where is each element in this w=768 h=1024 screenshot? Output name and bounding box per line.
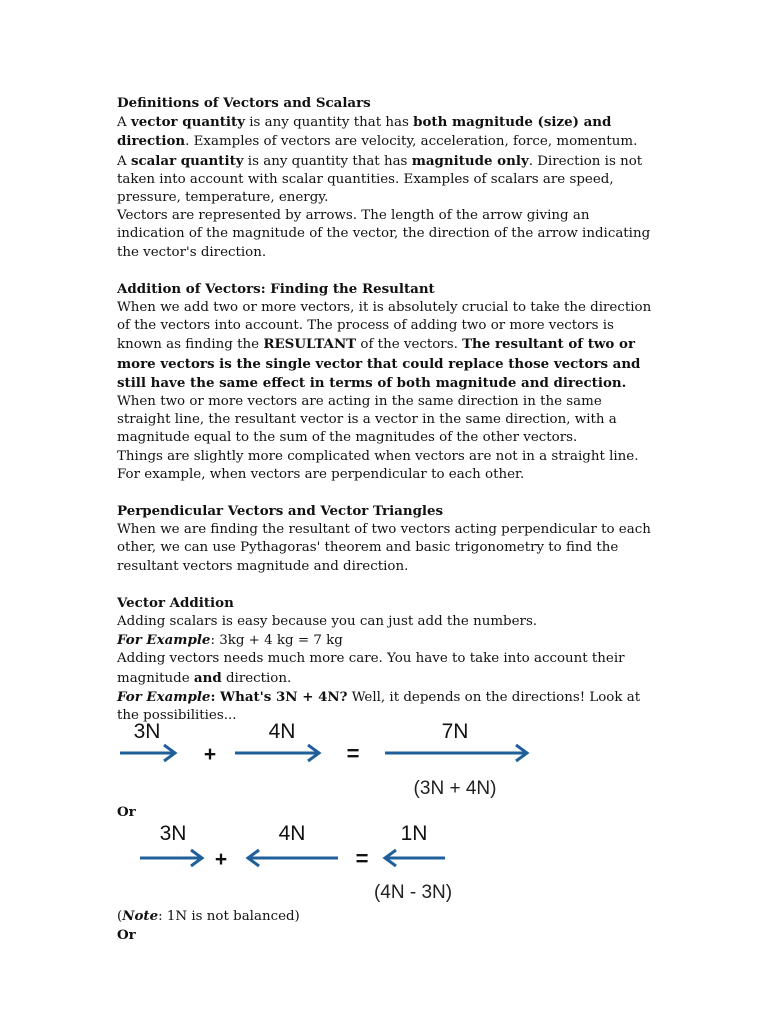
label-7n: 7N <box>441 720 469 743</box>
section-title-perpendicular: Perpendicular Vectors and Vector Triangles <box>117 503 444 520</box>
arrow-7n-right <box>385 745 527 761</box>
figure-same-direction-svg <box>105 712 545 802</box>
plus-sign: + <box>203 743 217 766</box>
section-title-addition: Addition of Vectors: Finding the Resultant <box>117 280 435 297</box>
arrow-1n-left <box>385 850 445 866</box>
paragraph-vector-definition: A vector quantity is any quantity that has both magnitude (size) and direction. Examples of vectors are velocity, acceleration, force, momentum. <box>117 114 638 150</box>
figure-same-direction <box>105 712 545 802</box>
paragraph-scalars-easy: Adding scalars is easy because you can just add the numbers. <box>117 614 538 630</box>
figure-opposite-direction-svg <box>105 816 545 906</box>
or-label-2: Or <box>117 927 136 943</box>
example-vector: For Example: What's 3N + 4N? Well, it depends on the directions! Look at the possibilities... <box>117 688 641 724</box>
label-4n: 4N <box>268 720 296 743</box>
label-1n: 1N <box>400 822 428 845</box>
equals-sign: = <box>346 741 360 766</box>
paragraph-perpendicular: When we are finding the resultant of two vectors acting perpendicular to each other, we can use Pythagoras' theorem and basic trigonometry to find the resultant vectors magnitude and direction. <box>117 522 651 574</box>
or-label-1: Or <box>117 804 136 820</box>
label-4n: 4N <box>278 822 306 845</box>
section-title-definitions: Definitions of Vectors and Scalars <box>117 95 371 111</box>
plus-sign: + <box>214 848 228 871</box>
caption-sum: (3N + 4N) <box>413 778 497 799</box>
label-3n: 3N <box>133 720 161 743</box>
paragraph-vectors-care: Adding vectors needs much more care. You have to take into account their magnitude and direction. <box>117 651 625 686</box>
document-body <box>117 94 652 725</box>
figure-opposite-direction <box>105 816 545 906</box>
note-line: (Note: 1N is not balanced) <box>117 908 300 924</box>
arrow-3n-right <box>120 745 175 761</box>
caption-difference: (4N - 3N) <box>373 882 453 903</box>
paragraph-scalar-definition: A scalar quantity is any quantity that has magnitude only. Direction is not taken into account with scalar quantities. Examples of scalars are speed, pressure, temperature, energy. <box>117 152 643 206</box>
paragraph-same-direction: When two or more vectors are acting in the same direction in the same straight line, the resultant vector is a vector in the same direction, with a magnitude equal to the sum of the magnitudes of the other vectors. <box>117 394 617 446</box>
arrow-4n-left <box>248 850 338 866</box>
section-title-vector-addition: Vector Addition <box>117 594 234 611</box>
label-3n: 3N <box>159 822 187 845</box>
arrow-4n-right <box>235 745 319 761</box>
paragraph-arrows: Vectors are represented by arrows. The length of the arrow giving an indication of the magnitude of the vector, the direction of the arrow indicating the vector's direction. <box>117 208 651 260</box>
paragraph-not-straight: Things are slightly more complicated when vectors are not in a straight line. For example, when vectors are perpendicular to each other. <box>117 448 639 482</box>
equals-sign: = <box>355 846 369 871</box>
example-scalar: For Example: 3kg + 4 kg = 7 kg <box>117 632 343 649</box>
arrow-3n-right <box>140 850 202 866</box>
paragraph-resultant: When we add two or more vectors, it is absolutely crucial to take the direction of the vectors into account. The process of adding two or more vectors is known as finding the RESULTANT of the vectors. The resultant of two or more vectors is the single vector that could replace those vectors and still have the same effect in terms of both magnitude and direction. <box>117 300 652 391</box>
